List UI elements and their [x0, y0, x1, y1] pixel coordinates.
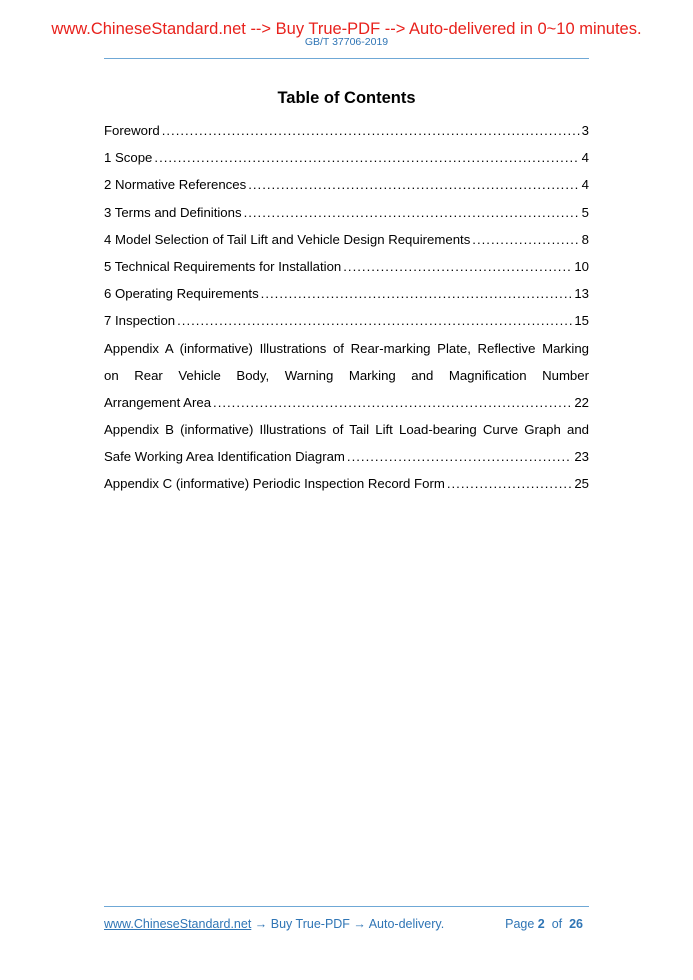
toc-entry[interactable]: [104, 226, 589, 253]
dot-leader: [177, 307, 572, 334]
dot-leader: [162, 117, 580, 144]
toc-entry-text: 5 Technical Requirements for Installation: [104, 258, 342, 274]
toc-entry-text: Appendix A (informative) Illustrations of Rear-marking Plate, Reflective Marking: [104, 340, 589, 356]
toc-entry[interactable]: [104, 117, 589, 144]
toc-entry[interactable]: [104, 253, 589, 280]
toc-entry[interactable]: [104, 280, 589, 307]
footer-link[interactable]: [104, 916, 444, 932]
toc-entry-text: 7 Inspection: [104, 313, 176, 329]
table-of-contents: [104, 117, 589, 498]
toc-entry-page: 13: [574, 286, 589, 302]
page-footer: [104, 916, 589, 932]
toc-entry-page: 3: [581, 123, 589, 138]
toc-entry[interactable]: [104, 199, 589, 226]
toc-entry-text: Appendix C (informative) Periodic Inspection Record Form: [104, 476, 445, 492]
toc-entry-text: Appendix B (informative) Illustrations of Tail Lift Load-bearing Curve Graph and: [104, 422, 589, 438]
dot-leader: [447, 470, 573, 497]
toc-entry[interactable]: [104, 171, 589, 198]
toc-entry-page: 25: [574, 476, 589, 492]
toc-entry-text: Arrangement Area: [104, 394, 212, 410]
footer-site-link[interactable]: www.ChineseStandard.net: [104, 917, 252, 931]
toc-entry[interactable]: [104, 144, 589, 171]
toc-entry-appendix-a[interactable]: [104, 335, 589, 417]
toc-entry-page: 10: [574, 258, 589, 274]
toc-entry-page: 22: [574, 394, 589, 410]
toc-entry-page: 15: [574, 313, 589, 329]
total-pages: 26: [569, 917, 583, 931]
toc-entry-text: Foreword: [104, 123, 160, 138]
toc-entry-page: 8: [581, 231, 589, 247]
toc-entry-appendix-b[interactable]: [104, 416, 589, 470]
toc-entry-appendix-c[interactable]: [104, 470, 589, 497]
dot-leader: [244, 199, 580, 226]
toc-entry-text: 1 Scope: [104, 150, 153, 166]
standard-code: GB/T 37706-2019: [304, 36, 389, 48]
dot-leader: [347, 443, 572, 470]
page-title: Table of Contents: [277, 89, 416, 107]
toc-entry-text: 6 Operating Requirements: [104, 286, 259, 302]
toc-entry-page: 23: [574, 449, 589, 465]
toc-entry[interactable]: [104, 307, 589, 334]
dot-leader: [213, 389, 572, 416]
toc-entry-text: Safe Working Area Identification Diagram: [104, 449, 345, 465]
toc-entry-page: 5: [581, 204, 589, 220]
toc-entry-page: 4: [581, 150, 589, 166]
header-divider: [104, 58, 589, 59]
dot-leader: [472, 226, 579, 253]
promo-banner[interactable]: www.ChineseStandard.net --> Buy True-PDF --> Auto-delivered in 0~10 minutes.: [51, 20, 642, 38]
toc-entry-text: 4 Model Selection of Tail Lift and Vehicle Design Requirements: [104, 231, 471, 247]
toc-entry-text: 2 Normative References: [104, 177, 247, 193]
dot-leader: [154, 144, 579, 171]
footer-link-text: → Buy True-PDF → Auto-delivery.: [251, 917, 445, 931]
dot-leader: [343, 253, 572, 280]
toc-entry-text: 3 Terms and Definitions: [104, 204, 242, 220]
toc-entry-text: on Rear Vehicle Body, Warning Marking and Magnification Number: [104, 367, 589, 383]
page-number: Page 2 of 26: [505, 917, 583, 931]
dot-leader: [261, 280, 573, 307]
current-page: 2: [537, 917, 545, 931]
toc-entry-page: 4: [581, 177, 589, 193]
dot-leader: [248, 171, 579, 198]
footer-divider: [104, 906, 589, 907]
